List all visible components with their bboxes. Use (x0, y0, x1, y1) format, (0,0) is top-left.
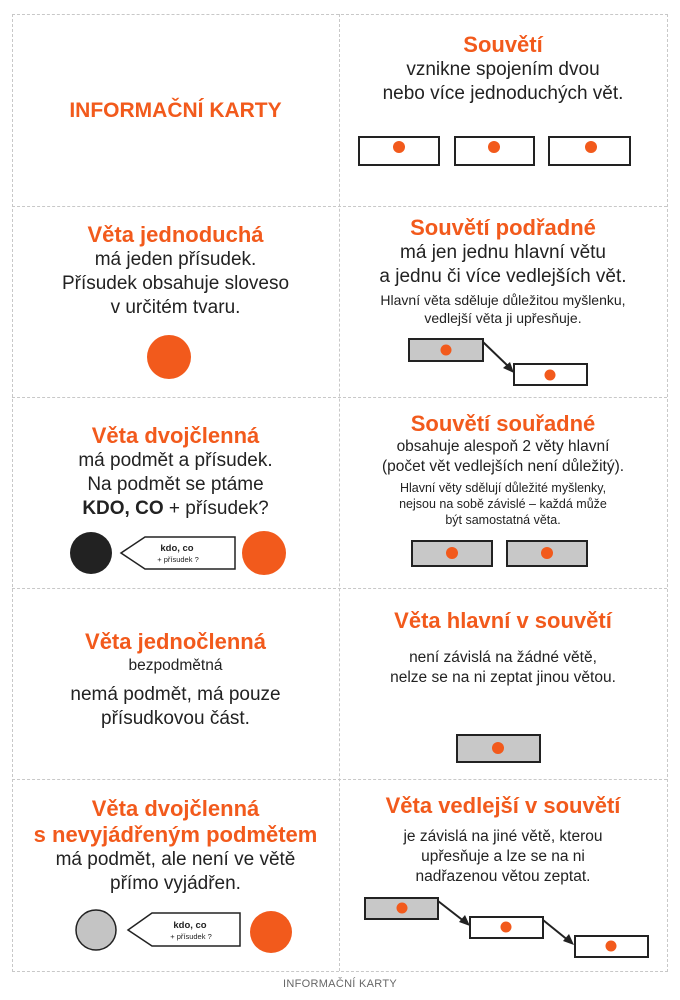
card-text: Přísudek obsahuje sloveso (61, 273, 290, 294)
card-note: být samostatná věta. (445, 513, 561, 527)
card-text: není závislá na žádné větě, (409, 649, 597, 666)
card-text: nadřazenou větou zeptat. (415, 868, 591, 885)
card-title: Věta jednočlenná (85, 629, 266, 654)
predicate-dot (606, 941, 617, 952)
card-text: nebo více jednoduchých vět. (382, 83, 624, 104)
card-title: Souvětí (463, 32, 543, 57)
card-text: má podmět, ale není ve větě (55, 849, 296, 870)
card-text: je závislá na jiné větě, kterou (403, 828, 603, 845)
card-text: upřesňuje a lze se na ni (421, 848, 585, 865)
card-text: obsahuje alespoň 2 věty hlavní (396, 438, 610, 455)
arrow-head (459, 915, 470, 926)
kdo-co-bold: KDO, CO (82, 498, 164, 519)
card-note: nejsou na sobě závislé – každá může (399, 497, 607, 511)
card-text: má podmět a přísudek. (78, 450, 273, 471)
arrow-label-small: + přísudek ? (157, 555, 199, 564)
card-note: Hlavní věta sděluje důležitou myšlenku, (380, 292, 626, 308)
card-title-line2: s nevyjádřeným podmětem (33, 822, 318, 847)
card-text: má jen jednu hlavní větu (400, 242, 606, 263)
card-title: Věta dvojčlenná (91, 423, 260, 448)
card-note: vedlejší věta ji upřesňuje. (424, 310, 582, 326)
card-title: Souvětí podřadné (410, 215, 596, 240)
card-text: nemá podmět, má pouze (70, 684, 281, 705)
predicate-dot (397, 903, 408, 914)
header-card-title: INFORMAČNÍ KARTY (69, 99, 282, 122)
card-subtitle: bezpodmětná (128, 657, 223, 674)
card-text-rest: + přísudek? (163, 498, 269, 519)
dependency-arrow (438, 901, 465, 922)
card-text: (počet vět vedlejších není důležitý). (381, 458, 625, 475)
arrow-label: kdo, co (173, 920, 207, 931)
arrow-label: kdo, co (160, 543, 194, 554)
card-note: Hlavní věty sdělují důležité myšlenky, (399, 481, 607, 495)
card-title: Souvětí souřadné (410, 411, 596, 436)
card-title: Věta vedlejší v souvětí (385, 793, 621, 818)
card-text: a jednu či více vedlejších vět. (379, 266, 627, 287)
arrow-label-small: + přísudek ? (170, 932, 212, 941)
card-text: přísudkovou část. (101, 708, 250, 729)
card-title: Věta dvojčlenná (91, 796, 260, 821)
card-text: v určitém tvaru. (110, 297, 241, 318)
card-text: má jeden přísudek. (94, 249, 257, 270)
card-text: vznikne spojením dvou (406, 59, 600, 80)
dependency-arrow (543, 920, 569, 941)
card-text: nelze se na ni zeptat jinou větou. (390, 669, 616, 686)
card-title: Věta hlavní v souvětí (394, 608, 612, 633)
card-title: Věta jednoduchá (87, 222, 264, 247)
page-footer: INFORMAČNÍ KARTY (283, 978, 397, 990)
predicate-dot (501, 922, 512, 933)
card-text: přímo vyjádřen. (110, 873, 241, 894)
arrow-head (563, 934, 574, 945)
card-text: Na podmět se ptáme (87, 474, 264, 495)
